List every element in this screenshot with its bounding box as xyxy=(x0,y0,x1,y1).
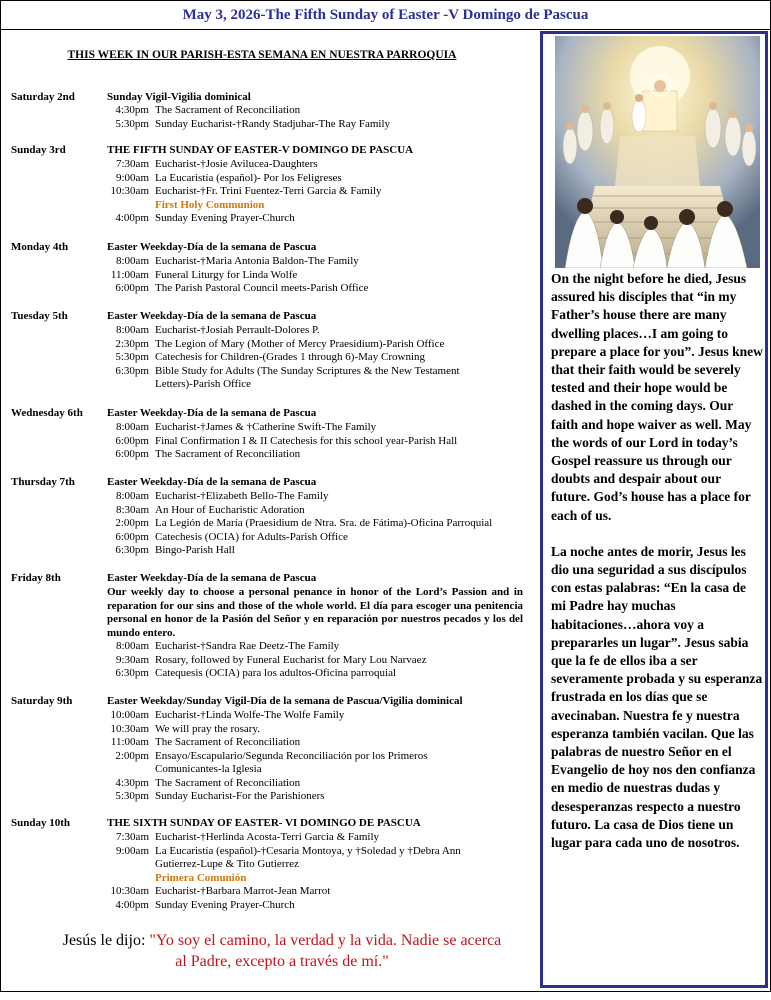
event-time: 10:30am xyxy=(110,185,149,197)
event-time: 6:00pm xyxy=(115,282,149,294)
event-description: Bingo-Parish Hall xyxy=(155,544,235,556)
event-time: 5:30pm xyxy=(115,351,149,363)
event-description: Final Confirmation I & II Catechesis for this school year-Parish Hall xyxy=(155,434,458,447)
event-description: La Eucaristía (español)- Por los Feligreses xyxy=(155,171,342,184)
event-description: Eucharist-†Elizabeth Bello-The Family xyxy=(155,490,329,502)
event-description: Funeral Liturgy for Linda Wolfe xyxy=(155,268,298,281)
day-liturgical-title: Easter Weekday-Día de la semana de Pascua xyxy=(107,310,317,322)
event-description: An Hour of Eucharistic Adoration xyxy=(155,503,305,516)
reflection-english: On the night before he died, Jesus assured his disciples that “in my Father’s house there are many dwelling places…I am going to prepare a place for you”. Jesus knew that their faith would be severely tested and their hope would be dashed in the coming days. Our faith and hope waiver as well. May the words of our Lord in today’s Gospel reassure us through our doubts and despair about our future. God’s house has a place for each of us. xyxy=(551,271,763,523)
scripture-quote xyxy=(62,930,502,972)
day-liturgical-title: THE SIXTH SUNDAY OF EASTER- VI DOMINGO DE PASCUA xyxy=(107,817,421,829)
event-time: 6:30pm xyxy=(115,364,149,377)
quote-text: "Yo soy el camino, la verdad y la vida. Nadie se acerca al Padre, excepto a través de mí." xyxy=(149,932,502,970)
event-description: The Sacrament of Reconciliation xyxy=(155,448,301,460)
day-label: Tuesday 5th xyxy=(11,310,68,322)
day-liturgical-title: Easter Weekday-Día de la semana de Pascua xyxy=(107,572,317,584)
day-label: Thursday 7th xyxy=(11,476,75,488)
event-description: Letters)-Parish Office xyxy=(155,378,252,390)
event-description: The Legion of Mary (Mother of Mercy Praesidium)-Parish Office xyxy=(155,337,445,350)
heavenly-throne-image xyxy=(555,36,760,268)
event-description: Bible Study for Adults (The Sunday Scriptures & the New Testament xyxy=(155,364,460,377)
weekly-schedule xyxy=(2,31,535,991)
event-time: 2:00pm xyxy=(115,749,149,762)
day-liturgical-title: Easter Weekday-Día de la semana de Pascua xyxy=(107,476,317,488)
event-time: 6:30pm xyxy=(115,667,149,679)
day-label: Saturday 2nd xyxy=(11,91,75,103)
day-liturgical-title: Sunday Vigil-Vigilia dominical xyxy=(107,91,251,103)
reflection-text xyxy=(551,270,763,870)
event-time: 11:00am xyxy=(110,268,149,281)
event-time: 7:30am xyxy=(116,831,149,843)
event-description: Eucharist-†Sandra Rae Deetz-The Family xyxy=(155,640,340,652)
event-time: 4:30pm xyxy=(115,104,149,116)
event-description: We will pray the rosary. xyxy=(155,722,261,735)
event-time: 9:30am xyxy=(116,653,149,666)
event-time: 11:00am xyxy=(110,736,149,748)
day-label: Monday 4th xyxy=(11,241,69,253)
event-description: Catechesis (OCIA) for Adults-Parish Office xyxy=(155,530,348,543)
event-description: Gutierrez-Lupe & Tito Gutierrez xyxy=(155,858,299,870)
event-time: 9:00am xyxy=(116,171,149,184)
event-description: The Parish Pastoral Council meets-Parish Office xyxy=(155,282,369,294)
event-time: 9:00am xyxy=(116,844,149,857)
event-time: 5:30pm xyxy=(115,117,149,130)
event-time: 2:30pm xyxy=(115,337,149,350)
page-title: May 3, 2026-The Fifth Sunday of Easter -V Domingo de Pascua xyxy=(0,0,771,30)
event-time: 8:00am xyxy=(116,324,149,336)
event-description: The Sacrament of Reconciliation xyxy=(155,104,301,116)
event-description: The Sacrament of Reconciliation xyxy=(155,776,301,789)
event-description: Sunday Eucharist-For the Parishioners xyxy=(155,790,325,802)
event-time: 8:00am xyxy=(116,640,149,652)
event-time: 10:00am xyxy=(110,709,149,721)
event-time: 8:00am xyxy=(116,490,149,502)
event-description: Sunday Evening Prayer-Church xyxy=(155,898,295,911)
event-description: First Holy Communion xyxy=(155,198,265,211)
event-description: Sunday Eucharist-†Randy Stadjuhar-The Ray Family xyxy=(155,117,391,130)
event-time: 6:00pm xyxy=(115,434,149,447)
event-time: 8:00am xyxy=(116,255,149,267)
event-description: Comunicantes-la Iglesia xyxy=(155,763,262,775)
event-description: La Legión de María (Praesidium de Ntra. Sra. de Fátima)-Oficina Parroquial xyxy=(155,517,493,529)
event-time: 4:30pm xyxy=(115,776,149,789)
event-time: 6:00pm xyxy=(115,530,149,543)
event-time: 7:30am xyxy=(116,158,149,170)
day-label: Wednesday 6th xyxy=(11,407,83,419)
event-description: Eucharist-†Linda Wolfe-The Wolfe Family xyxy=(155,709,345,721)
day-label: Saturday 9th xyxy=(11,695,73,707)
day-liturgical-title: Easter Weekday-Día de la semana de Pascua xyxy=(107,241,317,253)
event-time: 8:30am xyxy=(116,503,149,516)
event-time: 4:00pm xyxy=(115,898,149,911)
event-description: The Sacrament of Reconciliation xyxy=(155,736,301,748)
day-label: Sunday 3rd xyxy=(11,144,66,156)
event-description: Sunday Evening Prayer-Church xyxy=(155,212,295,224)
event-description: Eucharist-†Fr. Trini Fuentez-Terri Garcia & Family xyxy=(155,185,382,197)
event-description: Eucharist-†Herlinda Acosta-Terri Garcia & Family xyxy=(155,831,380,843)
day-liturgical-title: THE FIFTH SUNDAY OF EASTER-V DOMINGO DE PASCUA xyxy=(107,144,414,156)
reflection-panel xyxy=(540,31,768,988)
event-description: Eucharist-†Barbara Marrot-Jean Marrot xyxy=(155,885,331,897)
event-time: 4:00pm xyxy=(115,212,149,224)
reflection-spanish: La noche antes de morir, Jesus les dio una seguridad a sus discípulos con estas palabras: “En la casa de mi Padre hay muchas habitaciones…ahora voy a prepararles un lugar”. Jesus sabia que la fe de ellos iba a ser severamente probada y su esperanza frustrada en los días que se avecinaban. Nuestra fe y nuestra esperanza también vacilan. Que las palabras de nuestro Señor en el Evangelio de hoy nos den confianza en medio de nuestras dudas y desesperanzas respecto a nuestro futuro. La casa de Dios tiene un lugar para cada uno de nosotros. xyxy=(551,543,763,851)
day-label: Sunday 10th xyxy=(11,817,71,829)
event-time: 5:30pm xyxy=(115,790,149,802)
event-time: 10:30am xyxy=(110,885,149,897)
day-liturgical-title: Easter Weekday-Día de la semana de Pascua xyxy=(107,407,317,419)
event-description: Catequesis (OCIA) para los adultos-Oficina parroquial xyxy=(155,667,397,679)
event-description: Ensayo/Escapulario/Segunda Reconciliación por los Primeros xyxy=(155,749,428,762)
event-time: 6:00pm xyxy=(115,448,149,460)
event-description: Rosary, followed by Funeral Eucharist for Mary Lou Narvaez xyxy=(155,653,427,666)
schedule-title: THIS WEEK IN OUR PARISH-ESTA SEMANA EN NUESTRA PARROQUIA xyxy=(67,49,457,61)
event-time: 10:30am xyxy=(110,722,149,735)
event-description: Eucharist-†Josie Avilucea-Daughters xyxy=(155,158,318,170)
day-liturgical-title: Easter Weekday/Sunday Vigil-Día de la semana de Pascua/Vigilia dominical xyxy=(107,695,463,707)
event-time: 6:30pm xyxy=(115,544,149,556)
quote-lead: Jesús le dijo: xyxy=(62,932,150,949)
event-description: Eucharist-†James & †Catherine Swift-The Family xyxy=(155,421,377,433)
event-description: Eucharist-†Maria Antonia Baldon-The Family xyxy=(155,255,359,267)
event-description: Eucharist-†Josiah Perrault-Dolores P. xyxy=(155,324,320,336)
day-label: Friday 8th xyxy=(11,572,61,584)
event-description: Catechesis for Children-(Grades 1 through 6)-May Crowning xyxy=(155,351,426,363)
event-description: Primera Comunión xyxy=(155,871,247,884)
day-note: Our weekly day to choose a personal penance in honor of the Lord’s Passion and in reparation for our sins and those of the whole world. El día para escoger una penitencia personal en honor de la Pasión del Señor y en reparación por nuestros pecados y los del mundo entero. xyxy=(107,586,523,639)
event-time: 2:00pm xyxy=(115,517,149,529)
event-time: 8:00am xyxy=(116,421,149,433)
event-description: La Eucaristía (español)-†Cesaria Montoya, y †Soledad y †Debra Ann xyxy=(155,844,461,857)
